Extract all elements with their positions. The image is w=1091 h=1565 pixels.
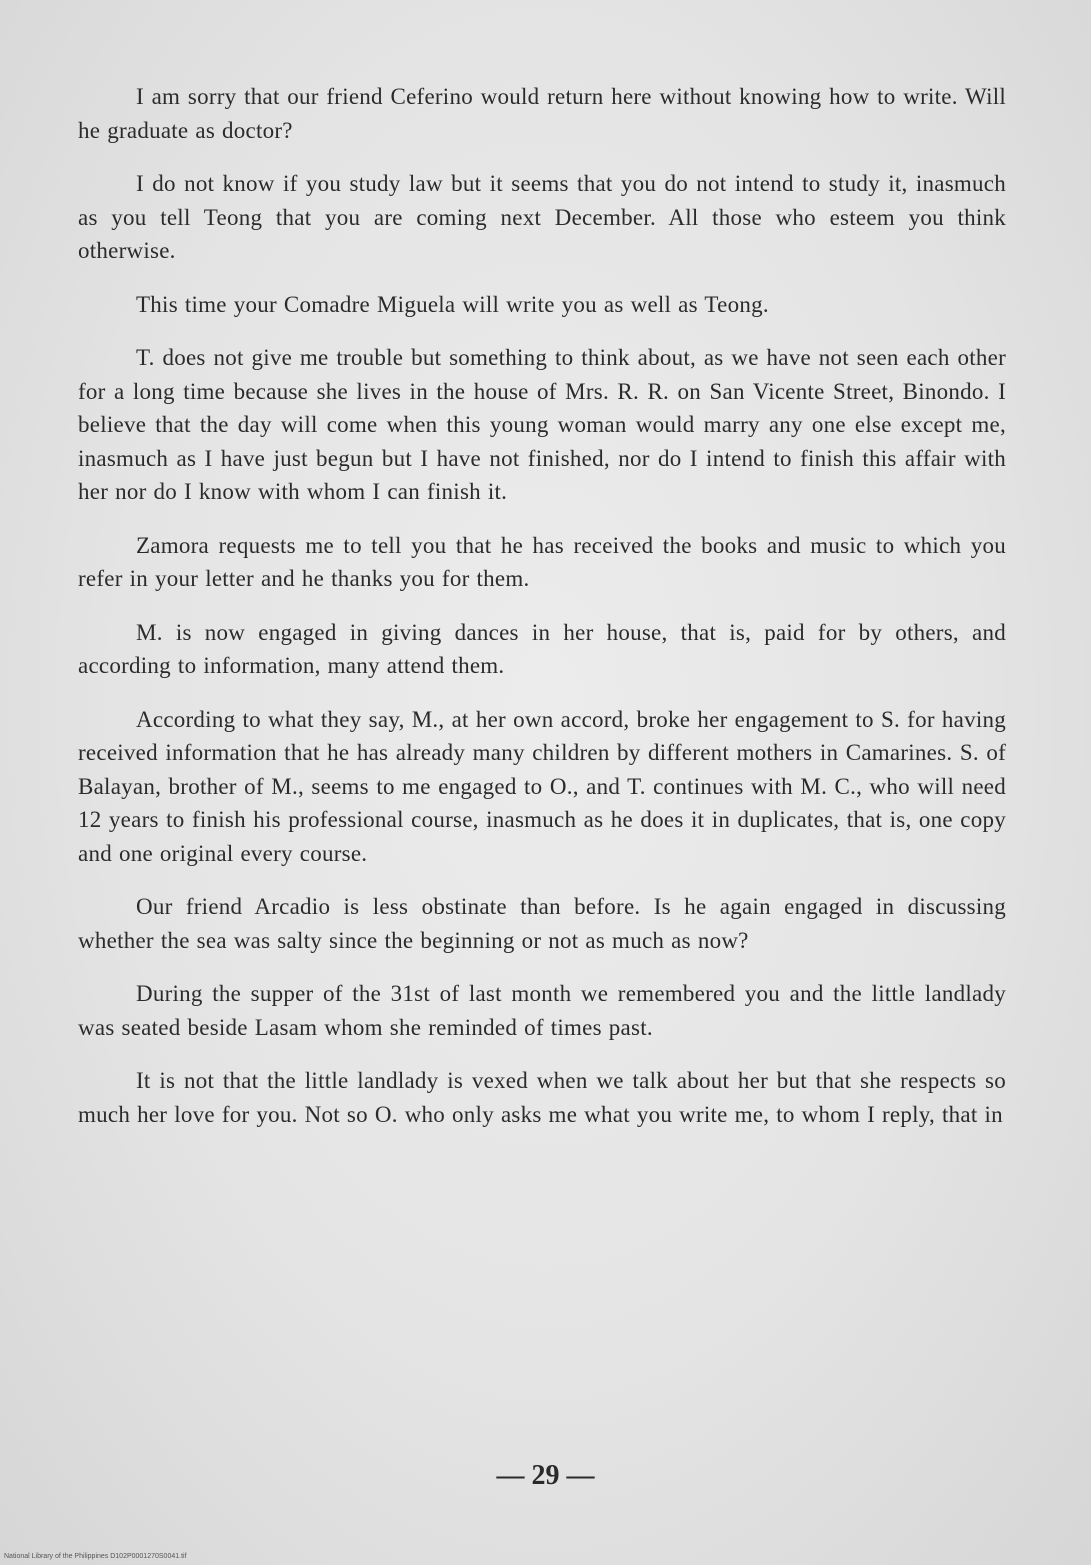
paragraph: Our friend Arcadio is less obstinate than before. Is he again engaged in discussing whether the sea was salty since the beginning or not as much as now? [78,894,1006,953]
paragraph: I am sorry that our friend Ceferino would return here without knowing how to write. Will he graduate as doctor? [78,84,1006,143]
scan-credit: National Library of the Philippines D102P0001270S0041.tif [4,1553,187,1560]
paragraph: According to what they say, M., at her own accord, broke her engagement to S. for having received information that he has already many children by different mothers in Camarines. S. of Balayan, brother of M., seems to me engaged to O., and T. continues with M. C., who will need 12 years to finish his professional course, inasmuch as he does it in duplicates, that is, one copy and one original every course. [78,706,1006,866]
paragraph: During the supper of the 31st of last month we remembered you and the little landlady was seated beside Lasam whom she reminded of times past. [78,981,1006,1040]
page-number: — 29 — [496,1460,595,1491]
paragraph: T. does not give me trouble but something to think about, as we have not seen each other for a long time because she lives in the house of Mrs. R. R. on San Vicente Street, Binondo. I believe that the day will come when this young woman would marry any one else except me, inasmuch as I have just begun but I have not finished, nor do I intend to finish this affair with her nor do I know with whom I can finish it. [78,345,1006,504]
paragraph: It is not that the little landlady is vexed when we talk about her but that she respects so much her love for you. Not so O. who only asks me what you write me, to whom I reply, that in [78,1068,1006,1127]
paragraph: Zamora requests me to tell you that he has received the books and music to which you refer in your letter and he thanks you for them. [78,532,1006,591]
paragraph: M. is now engaged in giving dances in her house, that is, paid for by others, and according to information, many attend them. [78,619,1006,678]
paragraph: I do not know if you study law but it seems that you do not intend to study it, inasmuch as you tell Teong that you are coming next December. All those who esteem you think otherwise. [78,171,1006,263]
paragraph: This time your Comadre Miguela will write you as well as Teong. [136,291,769,317]
letter-body [78,80,1006,1151]
